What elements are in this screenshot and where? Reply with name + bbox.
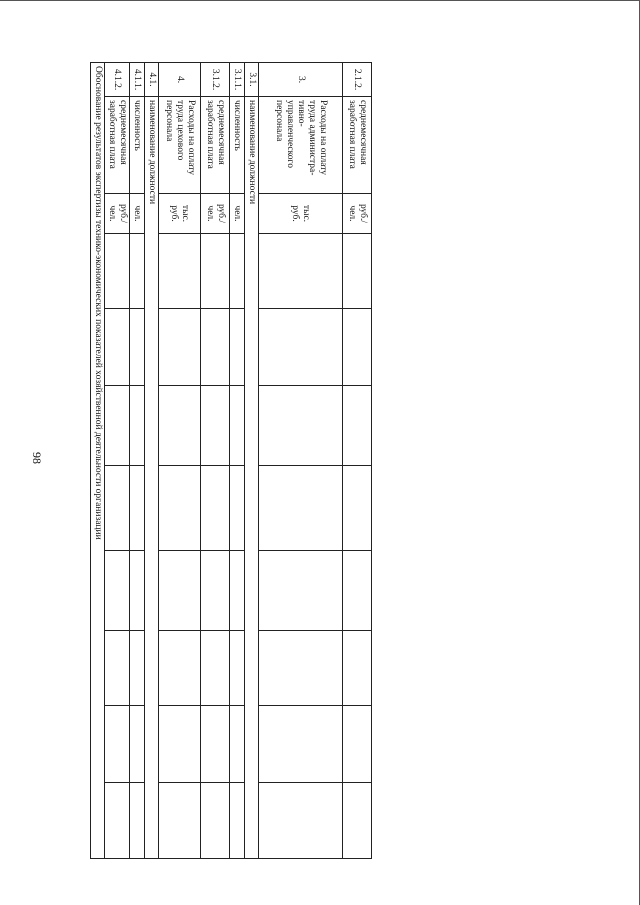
row-unit: тыс. руб. [159,194,201,234]
row-number: 4. [159,63,201,97]
value-cell [259,466,343,551]
row-name-line: тивно- [295,100,306,127]
value-cell [230,783,245,859]
row-number: 4.1. [145,63,159,97]
row-number: 3.1.1. [230,63,245,97]
row-number: 2.1.2. [343,63,372,97]
value-cell [343,631,372,706]
value-cell [230,386,245,466]
economic-indicators-table [90,62,372,859]
row-name: среднемесячная заработная плата [201,97,230,194]
value-cell [259,631,343,706]
value-cell [159,631,201,706]
row-name: среднемесячная заработная плата [105,97,130,194]
row-unit: руб./чел. [343,194,372,234]
value-cell [105,551,130,631]
row-name-line: управленческого [285,100,296,168]
table-row [105,63,130,859]
value-cell [159,466,201,551]
row-number: 3. [259,63,343,97]
value-cell [105,386,130,466]
value-cell [259,309,343,386]
value-cell [259,551,343,631]
value-cell [343,783,372,859]
row-name-line: персонала [164,100,175,142]
value-cell [201,466,230,551]
row-name: численность [130,97,145,194]
value-cell [130,386,145,466]
value-cell [130,551,145,631]
table-row [145,63,159,859]
value-cell [130,783,145,859]
value-cell [130,466,145,551]
value-cell [130,706,145,783]
row-number: 3.1. [245,63,259,97]
table-row [201,63,230,859]
table-row [245,63,259,859]
row-number: 4.1.1. [130,63,145,97]
value-cell [105,783,130,859]
row-name: наименование должности [245,97,259,859]
value-cell [201,234,230,309]
value-cell [230,309,245,386]
value-cell [343,551,372,631]
row-unit: чел. [230,194,245,234]
row-name-line: Расходы на оплату [317,100,328,176]
row-name-line: труда цехового [174,100,185,161]
table-rotation [95,62,372,858]
row-name-line: персонала [274,100,285,142]
value-cell [230,551,245,631]
table-footer: Обоснование результатов экспертизы технико-экономических показателей хозяйственной деятельности организации [91,63,105,859]
value-cell [105,466,130,551]
value-cell [230,234,245,309]
value-cell [259,386,343,466]
value-cell [201,783,230,859]
value-cell [259,706,343,783]
page-top-border [0,0,640,1]
row-name [159,97,201,194]
row-number: 4.1.2. [105,63,130,97]
value-cell [201,706,230,783]
value-cell [201,309,230,386]
value-cell [130,234,145,309]
value-cell [343,234,372,309]
value-cell [159,783,201,859]
value-cell [230,466,245,551]
value-cell [259,783,343,859]
row-name [259,97,343,194]
table-row [230,63,245,859]
row-unit: руб./чел. [105,194,130,234]
value-cell [105,309,130,386]
value-cell [159,551,201,631]
page-number: 98 [30,452,44,464]
value-cell [159,706,201,783]
value-cell [343,706,372,783]
table-row [91,63,105,859]
row-name: среднемесячная заработная плата [343,97,372,194]
value-cell [105,631,130,706]
row-name-line: труда администра- [306,100,317,176]
row-name-line: Расходы на оплату [185,100,196,176]
value-cell [230,631,245,706]
value-cell [159,309,201,386]
value-cell [105,706,130,783]
table-row [159,63,201,859]
row-unit: руб./чел. [201,194,230,234]
table-row [259,63,343,859]
rotated-table-container [95,62,372,858]
row-unit: чел. [130,194,145,234]
value-cell [201,631,230,706]
row-name: численность [230,97,245,194]
row-unit: тыс. руб. [259,194,343,234]
value-cell [259,234,343,309]
value-cell [343,309,372,386]
value-cell [343,386,372,466]
value-cell [159,234,201,309]
value-cell [343,466,372,551]
value-cell [201,551,230,631]
value-cell [105,234,130,309]
value-cell [130,309,145,386]
row-name: наименование должности [145,97,159,859]
value-cell [130,631,145,706]
table-row [130,63,145,859]
value-cell [159,386,201,466]
value-cell [201,386,230,466]
value-cell [230,706,245,783]
table-row [343,63,372,859]
row-number: 3.1.2. [201,63,230,97]
